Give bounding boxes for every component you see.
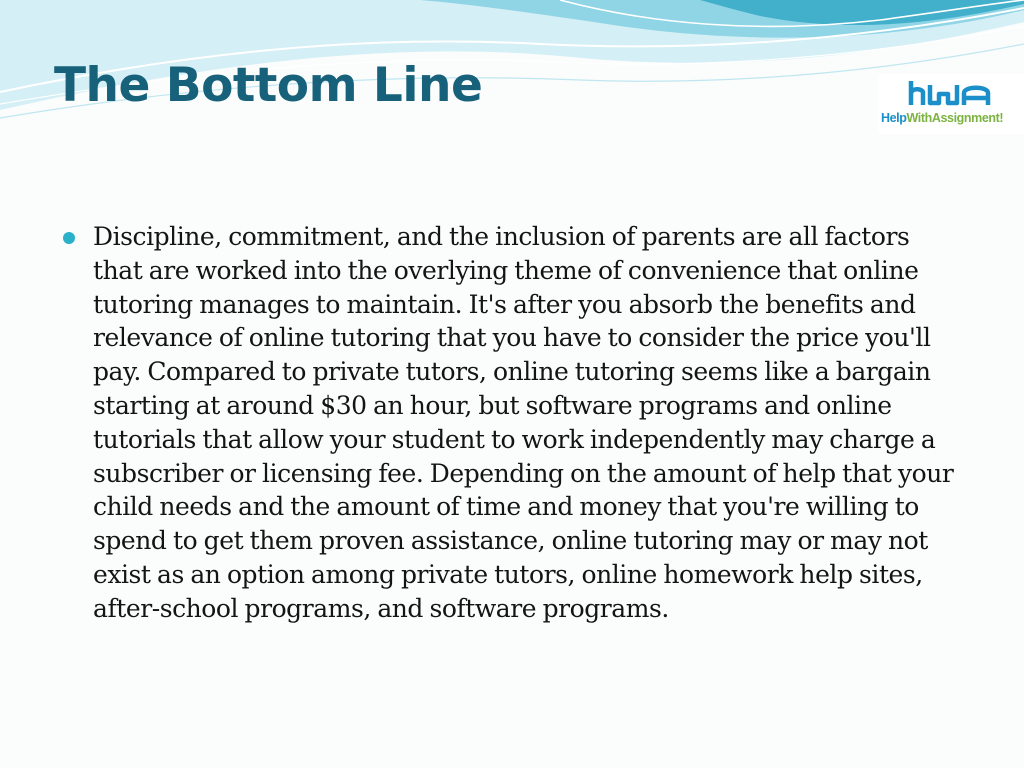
bullet-dot-icon	[63, 232, 75, 244]
bullet-item	[62, 220, 962, 626]
logo-wordmark	[881, 111, 1003, 125]
help-with-assignment-logo	[878, 74, 1024, 134]
bullet-text: Discipline, commitment, and the inclusion of parents are all factors that are worked into the overlying theme of convenience that online tutoring manages to maintain. It's after you absorb the benefits and relevance of online tutoring that you have to consider the price you'll pay. Compared to private tutors, online tutoring seems like a bargain starting at around $30 an hour, but software programs and online tutorials that allow your student to work independently may charge a subscriber or licensing fee. Depending on the amount of help that your child needs and the amount of time and money that you're willing to spend to get them proven assistance, online tutoring may or may not exist as an option among private tutors, online homework help sites, after-school programs, and software programs.	[93, 222, 954, 623]
slide-title: The Bottom Line	[54, 58, 483, 113]
bullet-list	[62, 220, 962, 626]
logo-text-help: Help	[881, 111, 907, 125]
logo-text-with-assignment: WithAssignment!	[906, 111, 1004, 125]
hwa-logo-mark-icon	[908, 80, 992, 108]
